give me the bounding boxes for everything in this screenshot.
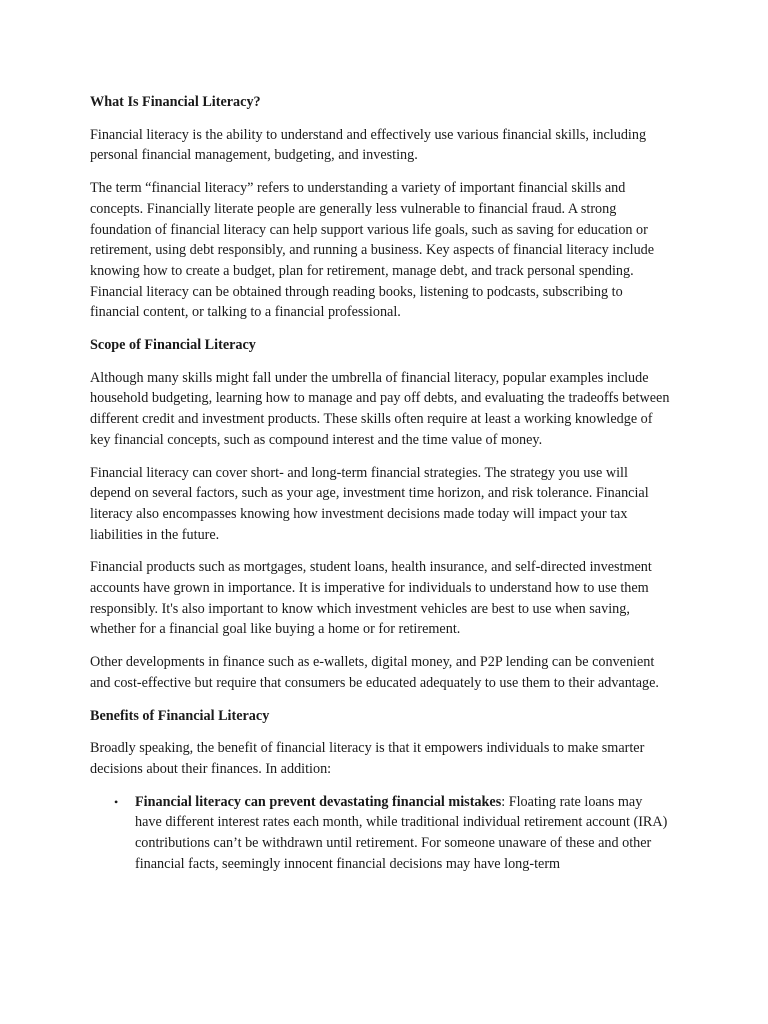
list-item-text: : Floating rate loans may have different interest rates each month, while traditional individual retirement account (IRA) contributions can’t be withdrawn until retirement. For someone unaware of these and other financial facts, seemingly innocent financial decisions may have long-term [135,793,668,872]
heading-what-is-financial-literacy: What Is Financial Literacy? [90,94,261,110]
paragraph-term-explanation: The term “financial literacy” refers to understanding a variety of important financial skills and concepts. Financially literate people are generally less vulnerable to financial fraud. A strong foundation of financial literacy can help support various life goals, such as saving for education or retirement, using debt responsibly, and running a business. Key aspects of financial literacy include knowing how to create a budget, plan for retirement, manage debt, and track personal spending. Financial literacy can be obtained through reading books, listening to podcasts, subscribing to financial content, or talking to a financial professional. [90,180,655,321]
paragraph-scope-products: Financial products such as mortgages, student loans, health insurance, and self-directed investment accounts have grown in importance. It is imperative for individuals to understand how to use them responsibly. It's also important to know which investment vehicles are best to use when saving, whether for a financial goal like buying a home or for retirement. [90,559,652,638]
list-item [114,792,670,875]
heading-scope-of-financial-literacy: Scope of Financial Literacy [90,337,256,354]
bullet-icon: • [114,794,119,809]
benefits-list [90,792,670,875]
paragraph-scope-developments: Other developments in finance such as e-wallets, digital money, and P2P lending can be convenient and cost-effective but require that consumers be educated adequately to use them to their advantage. [90,654,659,691]
paragraph-benefits-intro: Broadly speaking, the benefit of financial literacy is that it empowers individuals to make smarter decisions about their finances. In addition: [90,740,645,777]
list-item-lead: Financial literacy can prevent devastating financial mistakes [135,793,502,810]
heading-benefits-of-financial-literacy: Benefits of Financial Literacy [90,707,270,724]
paragraph-scope-skills: Although many skills might fall under the umbrella of financial literacy, popular examples include household budgeting, learning how to manage and pay off debts, and evaluating the tradeoffs between different credit and investment products. These skills often require at least a working knowledge of key financial concepts, such as compound interest and the time value of money. [90,369,670,448]
paragraph-scope-strategies: Financial literacy can cover short- and long-term financial strategies. The strategy you use will depend on several factors, such as your age, investment time horizon, and risk tolerance. Financial literacy also encompasses knowing how investment decisions made today will impact your tax liabilities in the future. [90,464,649,543]
document-body [90,92,670,875]
paragraph-definition: Financial literacy is the ability to understand and effectively use various financial skills, including personal financial management, budgeting, and investing. [90,126,647,164]
